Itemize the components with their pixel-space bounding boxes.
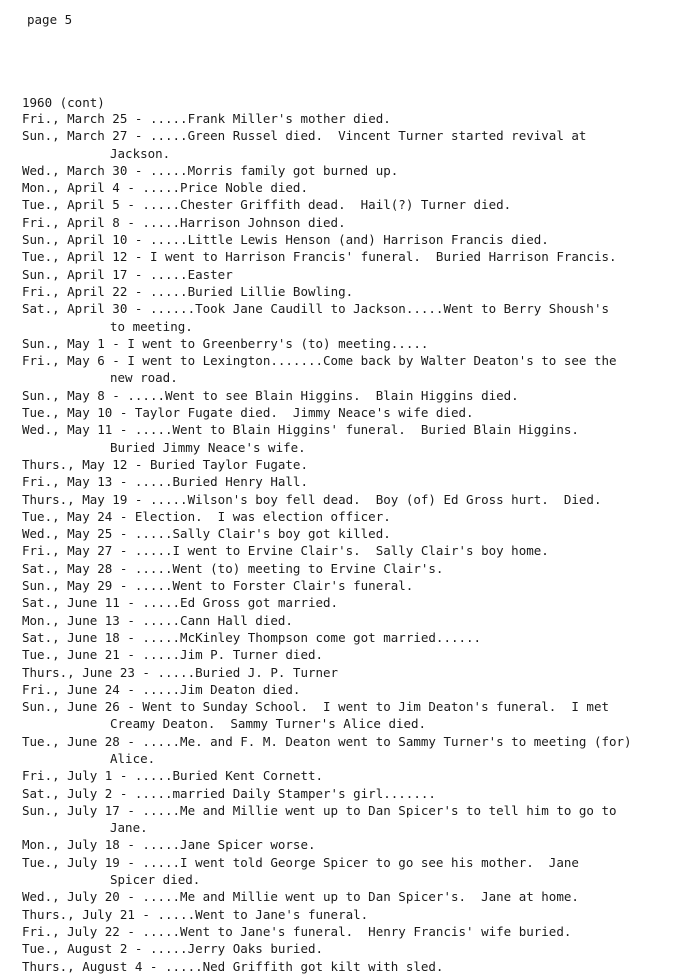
entry-text: I went to Lexington.......Come back by Walter Deaton's to see the bbox=[119, 353, 617, 369]
diary-entry bbox=[22, 491, 694, 508]
diary-entry bbox=[22, 387, 694, 404]
entry-date: Sun., April 17 - bbox=[22, 266, 143, 282]
entry-date: Mon., July 18 - bbox=[22, 837, 135, 853]
page-number: page 5 bbox=[27, 12, 73, 27]
entry-text: .....Wilson's boy fell dead. Boy (of) Ed Gross hurt. Died. bbox=[142, 491, 602, 507]
diary-entry bbox=[22, 542, 694, 559]
diary-entry bbox=[22, 629, 694, 646]
entry-text: .....Went (to) meeting to Ervine Clair's. bbox=[127, 560, 444, 576]
entry-text: .....McKinley Thompson come got married...... bbox=[134, 629, 482, 645]
entry-text: .....Frank Miller's mother died. bbox=[142, 111, 391, 126]
diary-entry bbox=[22, 352, 694, 387]
entry-text: Election. I was election officer. bbox=[127, 508, 391, 524]
entry-text: Taylor Fugate died. Jimmy Neace's wife died. bbox=[127, 405, 474, 421]
diary-entry bbox=[22, 456, 694, 473]
diary-entry bbox=[22, 577, 694, 594]
entry-continuation: Spicer died. bbox=[110, 872, 201, 888]
entry-date: Sun., May 29 - bbox=[22, 578, 128, 594]
diary-entry bbox=[22, 906, 694, 923]
entry-date: Wed., May 25 - bbox=[22, 526, 128, 542]
diary-entry bbox=[22, 594, 694, 611]
diary-entry bbox=[22, 646, 694, 663]
entry-text: .....I went to Ervine Clair's. Sally Clair's boy home. bbox=[127, 543, 549, 559]
diary-entry bbox=[22, 196, 694, 213]
entry-date: Tue., June 28 - bbox=[22, 733, 135, 749]
diary-entry bbox=[22, 421, 694, 456]
entry-date: Tue., August 2 - bbox=[22, 941, 143, 957]
diary-entry bbox=[22, 214, 694, 231]
entry-text: .....I went told George Spicer to go see his mother. Jane bbox=[134, 854, 579, 870]
entry-text: .....Went to Jane's funeral. bbox=[149, 906, 369, 922]
entry-date: Sat., April 30 - bbox=[22, 301, 143, 317]
diary-entries bbox=[22, 110, 694, 975]
entry-continuation: Jackson. bbox=[110, 145, 171, 161]
diary-entry bbox=[22, 940, 694, 957]
entry-date: Tue., June 21 - bbox=[22, 647, 135, 663]
entry-date: Mon., April 4 - bbox=[22, 180, 135, 196]
entry-date: Sun., May 8 - bbox=[22, 387, 120, 403]
entry-text: .....Harrison Johnson died. bbox=[134, 214, 346, 230]
entry-text: .....Buried Lillie Bowling. bbox=[142, 283, 354, 299]
entry-text: .....Me. and F. M. Deaton went to Sammy Turner's to meeting (for) bbox=[134, 733, 632, 749]
entry-text: .....Went to Blain Higgins' funeral. Buried Blain Higgins. bbox=[127, 422, 579, 438]
entry-text: .....Me and Millie went up to Dan Spicer's to tell him to go to bbox=[134, 802, 617, 818]
entry-date: Tue., April 12 - bbox=[22, 249, 143, 265]
entry-text: .....Jim P. Turner died. bbox=[134, 647, 324, 663]
diary-entry bbox=[22, 248, 694, 265]
diary-entry bbox=[22, 404, 694, 421]
entry-text: .....Easter bbox=[142, 266, 233, 282]
entry-text: .....Went to Jane's funeral. Henry Francis' wife buried. bbox=[134, 923, 572, 939]
diary-entry bbox=[22, 560, 694, 577]
diary-entry bbox=[22, 958, 694, 975]
entry-date: Fri., April 22 - bbox=[22, 283, 143, 299]
entry-date: Wed., March 30 - bbox=[22, 162, 143, 178]
diary-entry bbox=[22, 127, 694, 162]
entry-text: .....Buried Henry Hall. bbox=[127, 474, 308, 490]
entry-continuation: to meeting. bbox=[110, 318, 193, 334]
diary-entry bbox=[22, 473, 694, 490]
diary-entry bbox=[22, 300, 694, 335]
entry-text: Buried Taylor Fugate. bbox=[142, 456, 308, 472]
entry-date: Thurs., May 12 - bbox=[22, 456, 143, 472]
entry-date: Wed., July 20 - bbox=[22, 889, 135, 905]
entry-date: Fri., May 27 - bbox=[22, 543, 128, 559]
entry-date: Tue., July 19 - bbox=[22, 854, 135, 870]
entry-text: .....married Daily Stamper's girl....... bbox=[127, 785, 436, 801]
entry-date: Sat., July 2 - bbox=[22, 785, 128, 801]
diary-entry bbox=[22, 110, 694, 127]
entry-text: .....Buried J. P. Turner bbox=[149, 664, 339, 680]
diary-entry bbox=[22, 836, 694, 853]
diary-entry bbox=[22, 266, 694, 283]
entry-date: Tue., April 5 - bbox=[22, 197, 135, 213]
diary-entry bbox=[22, 923, 694, 940]
diary-entry bbox=[22, 525, 694, 542]
diary-entry bbox=[22, 681, 694, 698]
entry-text: .....Sally Clair's boy got killed. bbox=[127, 526, 391, 542]
entry-date: Sat., May 28 - bbox=[22, 560, 128, 576]
entry-text: .....Green Russel died. Vincent Turner started revival at bbox=[142, 128, 587, 144]
entry-date: Thurs., June 23 - bbox=[22, 664, 150, 680]
entry-date: Sun., May 1 - bbox=[22, 335, 120, 351]
diary-entry bbox=[22, 179, 694, 196]
entry-date: Fri., July 1 - bbox=[22, 768, 128, 784]
entry-text: .....Chester Griffith dead. Hail(?) Turner died. bbox=[134, 197, 512, 213]
entry-text: .....Me and Millie went up to Dan Spicer's. Jane at home. bbox=[134, 889, 579, 905]
diary-entry bbox=[22, 854, 694, 889]
entry-continuation: new road. bbox=[110, 370, 178, 386]
diary-entry bbox=[22, 785, 694, 802]
diary-entry bbox=[22, 767, 694, 784]
entry-continuation: Jane. bbox=[110, 820, 148, 836]
diary-entry bbox=[22, 612, 694, 629]
entry-date: Sun., March 27 - bbox=[22, 128, 143, 144]
entry-date: Fri., May 13 - bbox=[22, 474, 128, 490]
entry-date: Sun., June 26 - bbox=[22, 699, 135, 715]
entry-date: Sat., June 18 - bbox=[22, 629, 135, 645]
diary-entry bbox=[22, 335, 694, 352]
entry-date: Mon., June 13 - bbox=[22, 612, 135, 628]
entry-text: I went to Greenberry's (to) meeting..... bbox=[119, 335, 429, 351]
entry-date: Sun., April 10 - bbox=[22, 232, 143, 248]
entry-text: .....Jim Deaton died. bbox=[134, 681, 301, 697]
entry-text: .....Buried Kent Cornett. bbox=[127, 768, 324, 784]
entry-date: Wed., May 11 - bbox=[22, 422, 128, 438]
entry-continuation: Buried Jimmy Neace's wife. bbox=[110, 439, 306, 455]
entry-date: Thurs., August 4 - bbox=[22, 958, 158, 974]
entry-date: Fri., March 25 - bbox=[22, 111, 143, 126]
diary-entry bbox=[22, 508, 694, 525]
entry-text: .....Morris family got burned up. bbox=[142, 162, 399, 178]
entry-date: Sun., July 17 - bbox=[22, 802, 135, 818]
entry-text: .....Jane Spicer worse. bbox=[134, 837, 316, 853]
diary-entry bbox=[22, 733, 694, 768]
entry-text: .....Ed Gross got married. bbox=[134, 595, 339, 611]
entry-text: .....Price Noble died. bbox=[134, 180, 308, 196]
entry-continuation: Alice. bbox=[110, 750, 156, 766]
entry-text: .....Little Lewis Henson (and) Harrison Francis died. bbox=[142, 232, 549, 248]
entry-text: Went to Sunday School. I went to Jim Deaton's funeral. I met bbox=[134, 699, 610, 715]
year-heading: 1960 (cont) bbox=[22, 95, 105, 110]
entry-text: ......Took Jane Caudill to Jackson.....Went to Berry Shoush's bbox=[142, 301, 610, 317]
diary-entry bbox=[22, 802, 694, 837]
diary-entry bbox=[22, 283, 694, 300]
entry-date: Tue., May 10 - bbox=[22, 405, 128, 421]
entry-date: Fri., June 24 - bbox=[22, 681, 135, 697]
entry-text: I went to Harrison Francis' funeral. Buried Harrison Francis. bbox=[142, 249, 617, 265]
entry-date: Tue., May 24 - bbox=[22, 508, 128, 524]
entry-date: Fri., April 8 - bbox=[22, 214, 135, 230]
diary-entry bbox=[22, 888, 694, 905]
entry-date: Thurs., May 19 - bbox=[22, 491, 143, 507]
entry-text: .....Went to see Blain Higgins. Blain Higgins died. bbox=[119, 387, 519, 403]
entry-text: .....Ned Griffith got kilt with sled. bbox=[157, 958, 444, 974]
diary-entry bbox=[22, 162, 694, 179]
entry-text: .....Cann Hall died. bbox=[134, 612, 293, 628]
diary-entry bbox=[22, 231, 694, 248]
entry-text: .....Went to Forster Clair's funeral. bbox=[127, 578, 414, 594]
diary-entry bbox=[22, 698, 694, 733]
entry-continuation: Creamy Deaton. Sammy Turner's Alice died. bbox=[110, 716, 427, 732]
entry-text: .....Jerry Oaks buried. bbox=[142, 941, 324, 957]
entry-date: Thurs., July 21 - bbox=[22, 906, 150, 922]
entry-date: Fri., July 22 - bbox=[22, 923, 135, 939]
entry-date: Sat., June 11 - bbox=[22, 595, 135, 611]
entry-date: Fri., May 6 - bbox=[22, 353, 120, 369]
diary-entry bbox=[22, 664, 694, 681]
